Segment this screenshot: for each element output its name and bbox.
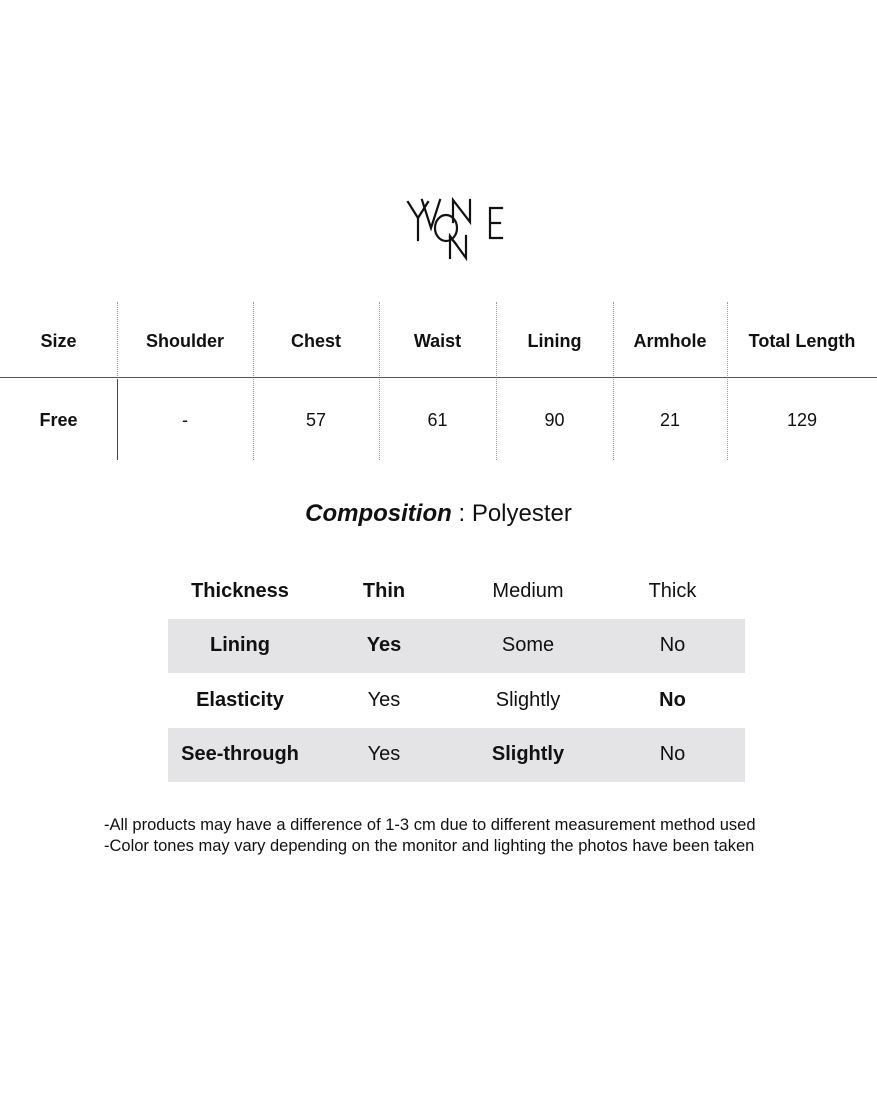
property-option-selected: Slightly	[491, 743, 565, 766]
property-option: No	[659, 634, 686, 657]
armhole-header: Armhole	[633, 331, 707, 351]
armhole-value: 21	[659, 410, 681, 430]
composition-separator: :	[451, 500, 472, 527]
column-divider	[727, 302, 728, 460]
chest-value: 57	[305, 410, 327, 430]
shoulder-value: -	[182, 410, 188, 430]
column-divider	[613, 302, 614, 460]
brand-logo	[398, 192, 518, 264]
property-label: Elasticity	[196, 688, 284, 711]
composition-label: Composition	[305, 500, 452, 527]
total-length-header: Total Length	[748, 331, 856, 351]
property-label: Thickness	[191, 579, 289, 602]
note-measurement: -All products may have a difference of 1-3 cm due to different measurement method used	[104, 816, 756, 834]
property-row	[168, 564, 745, 619]
notes	[104, 815, 756, 857]
property-option: No	[659, 743, 686, 766]
property-option: Thick	[648, 579, 697, 602]
property-option-selected: Thin	[362, 579, 406, 602]
property-option: Medium	[492, 579, 564, 602]
property-option: Some	[501, 634, 555, 657]
property-label: Lining	[210, 634, 270, 657]
header-divider	[0, 377, 877, 378]
property-row	[168, 619, 745, 674]
total-length-value: 129	[786, 410, 818, 430]
size-header: Size	[40, 331, 77, 351]
waist-header: Waist	[413, 331, 462, 351]
property-row	[168, 673, 745, 728]
property-option: Slightly	[495, 688, 561, 711]
column-divider	[496, 302, 497, 460]
note-color: -Color tones may vary depending on the monitor and lighting the photos have been taken	[104, 837, 755, 855]
column-divider	[379, 302, 380, 460]
property-option: Yes	[367, 688, 401, 711]
lining-header: Lining	[527, 331, 582, 351]
property-row	[168, 728, 745, 783]
chest-header: Chest	[290, 331, 341, 351]
composition-value: Polyester	[471, 500, 572, 527]
column-divider	[253, 302, 254, 460]
size-value: Free	[39, 410, 78, 430]
waist-value: 61	[427, 410, 448, 430]
property-label: See-through	[181, 743, 299, 766]
brand-logo-mark	[398, 192, 518, 264]
composition	[0, 500, 877, 528]
property-option-selected: Yes	[366, 634, 402, 657]
shoulder-header: Shoulder	[145, 331, 224, 351]
fabric-properties-table	[168, 564, 745, 782]
lining-value: 90	[544, 410, 565, 430]
size-chart	[0, 300, 877, 460]
property-option: Yes	[367, 743, 401, 766]
property-option-selected: No	[659, 688, 686, 711]
